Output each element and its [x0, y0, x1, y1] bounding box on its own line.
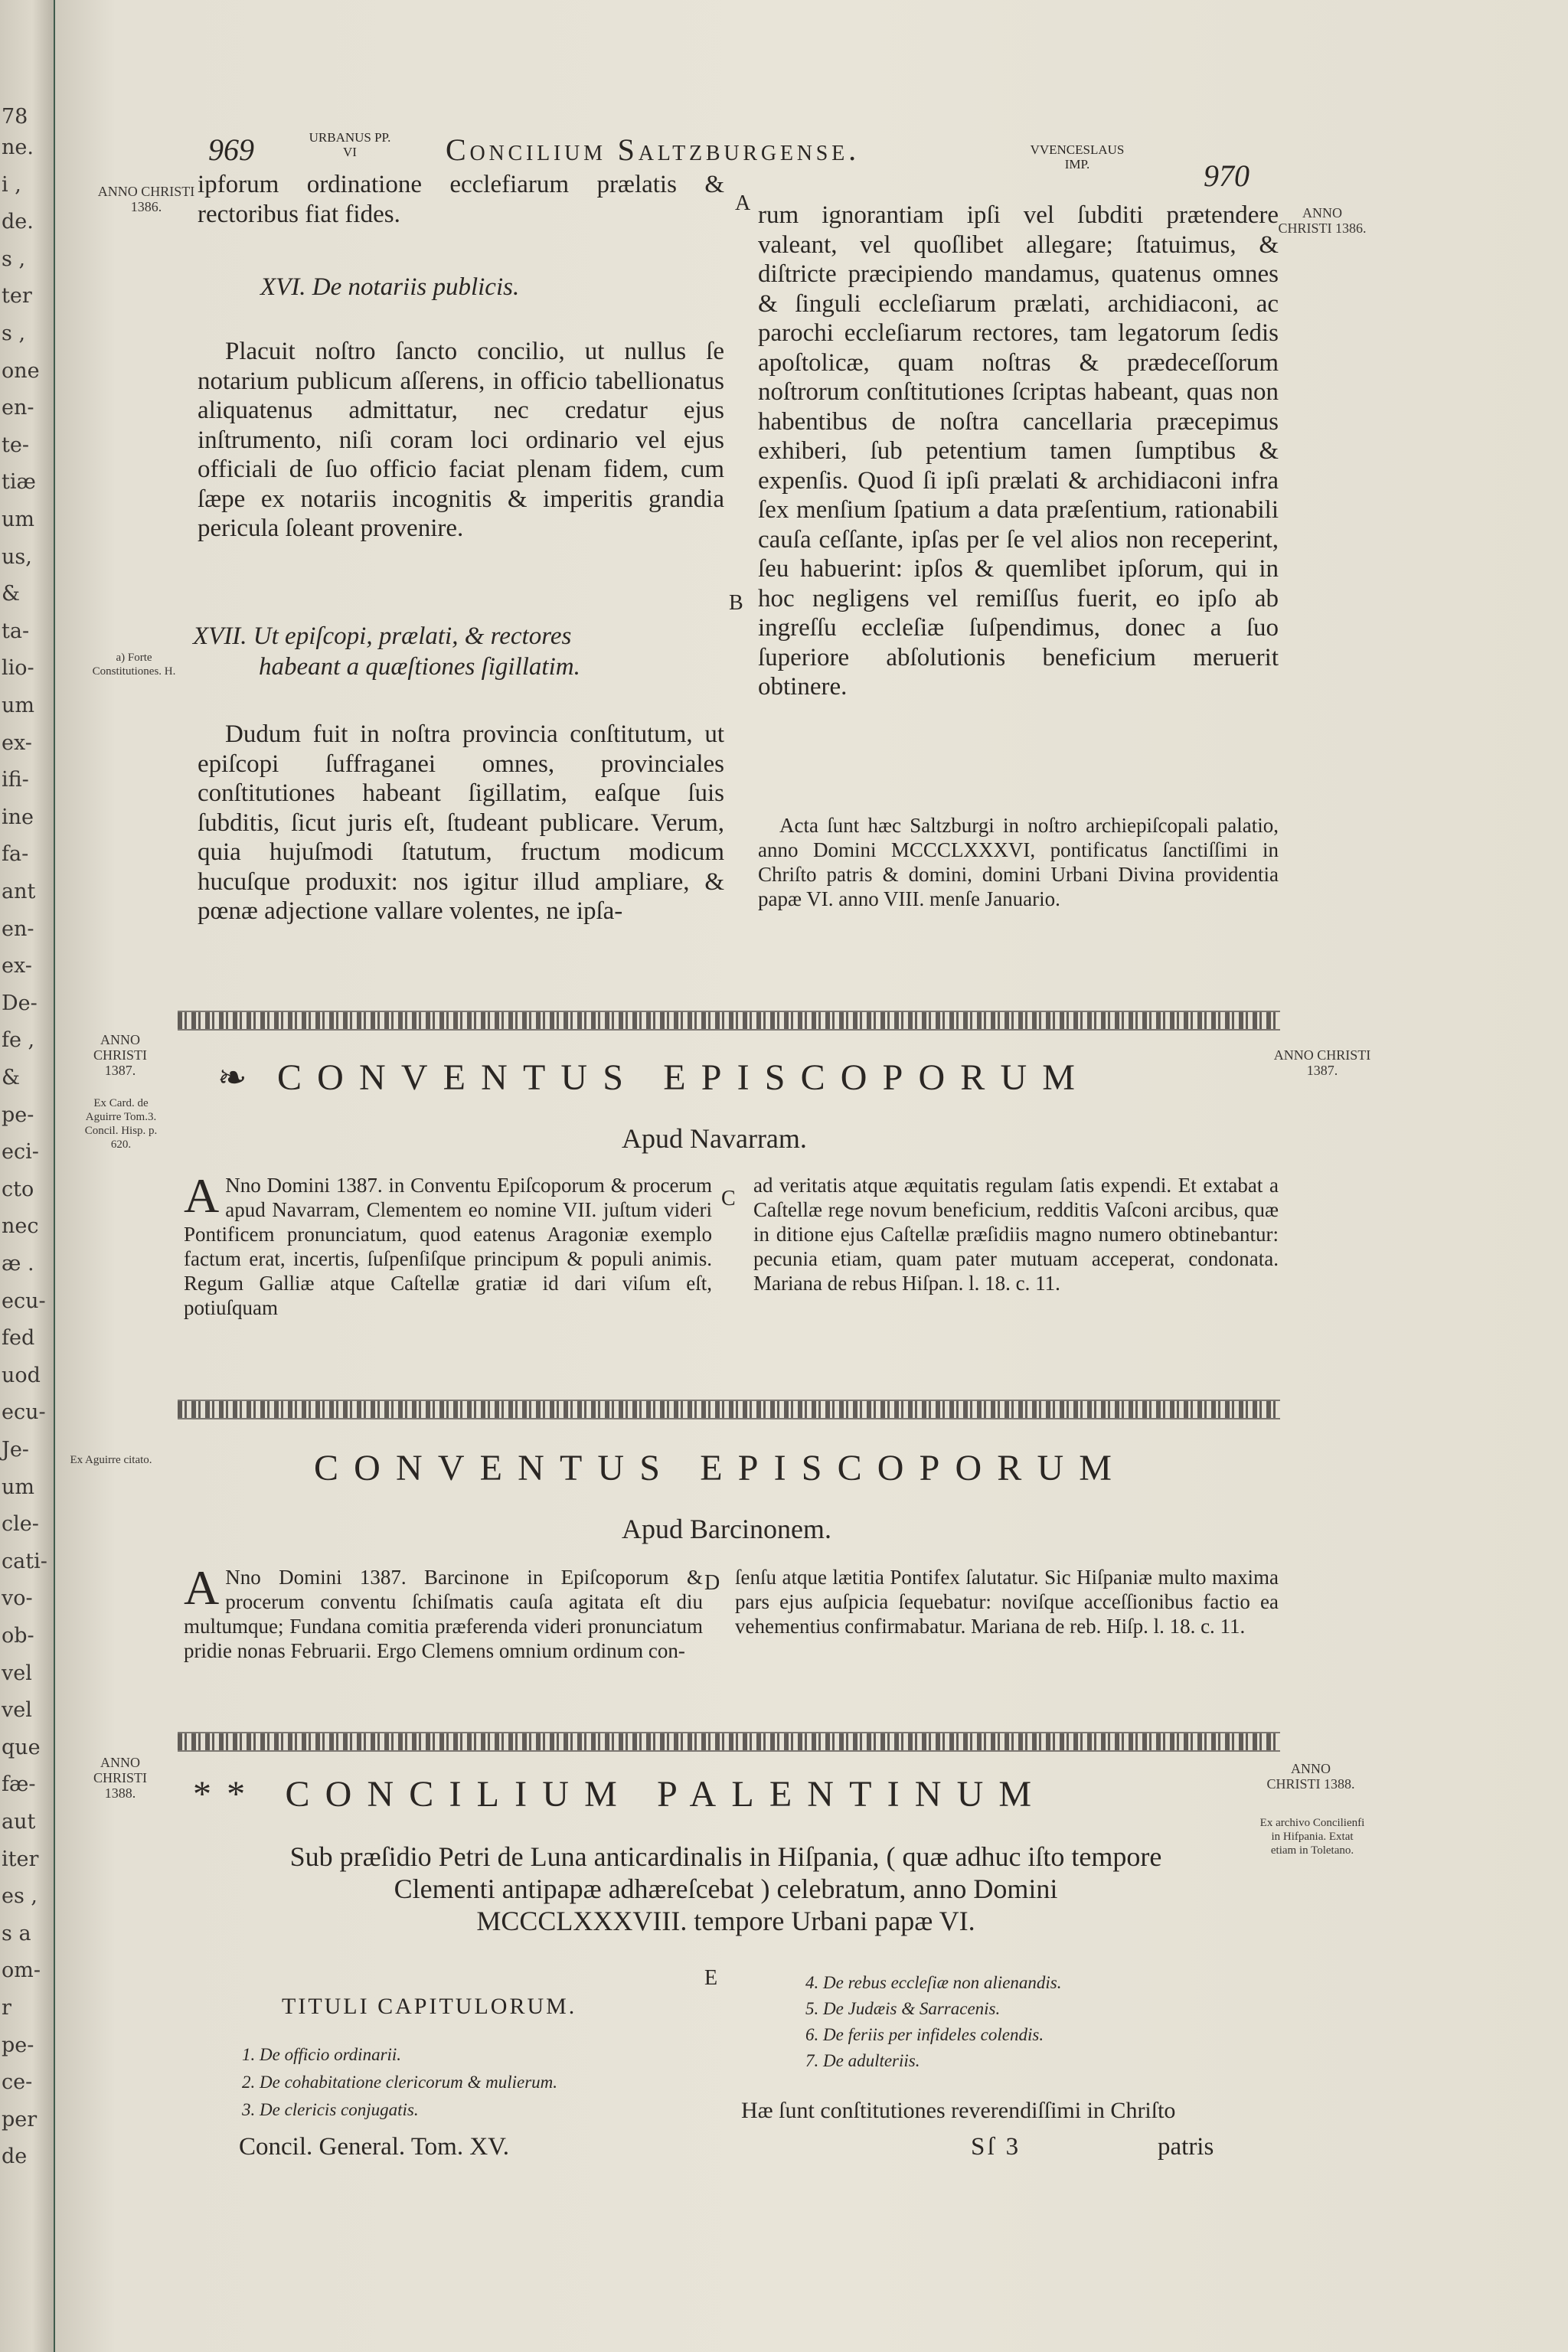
- margin-anno-1386-left: ANNO CHRISTI 1386.: [97, 184, 195, 214]
- left-page-fragment: ce-: [2, 2070, 33, 2095]
- left-page-fragment: tiæ: [2, 470, 36, 495]
- section-subtitle-navarram: Apud Navarram.: [622, 1123, 807, 1154]
- left-page-fragment: per: [2, 2107, 38, 2132]
- adjacent-page-strip: [0, 0, 54, 2352]
- left-page-fragment: vel: [2, 1661, 32, 1685]
- left-page-fragment: s a: [2, 1921, 31, 1945]
- left-page-fragment: s ,: [2, 322, 26, 345]
- left-page-fragment: um: [2, 508, 34, 531]
- tituli-item: 5. De Judæis & Sarracenis.: [805, 1999, 1001, 2018]
- margin-anno-1388-right: ANNO CHRISTI 1388.: [1266, 1761, 1355, 1792]
- margin-anno-1387-right: ANNO CHRISTI 1387.: [1273, 1047, 1371, 1078]
- page-number-right: 970: [1204, 158, 1250, 193]
- left-page-fragment: cle-: [2, 1512, 39, 1537]
- left-page-fragment: fæ-: [2, 1772, 36, 1797]
- barcinonem-left: A Nno Domini 1387. Barcinone in Epiſcoporum & procerum conventu ſchiſmatis cauſa agitata eſt diu multumque; Fundana comitia præferenda videri pronunciatum pridie nonas Februarii. Ergo Clemens omnium ordinum con-: [184, 1560, 703, 1662]
- left-page-fragment: fa-: [2, 842, 29, 867]
- fleuron-icon: ❧: [217, 1057, 247, 1098]
- margin-source-aguirre-citato: Ex Aguirre citato.: [70, 1454, 152, 1466]
- left-page-fragment: ifi-: [2, 768, 29, 792]
- barcinonem-right: ſenſu atque lætitia Pontifex ſalutatur. Sic Hiſpaniæ multo maxima pars ejus auſpicia ſequebatur: noviſque acceſſionibus factio ea vehementius confirmabatur. Mariana de reb. Hiſp. l. 18. c. 11.: [735, 1566, 1279, 1638]
- footer-title: Concil. General. Tom. XV.: [239, 2133, 510, 2161]
- left-page-fragment: cto: [2, 1177, 34, 1201]
- section-subtitle-barcinonem: Apud Barcinonem.: [622, 1514, 831, 1544]
- left-page-fragment: nec: [2, 1214, 39, 1239]
- ornamental-rule-2: [178, 1400, 1280, 1419]
- left-page-fragment: ex-: [2, 954, 32, 978]
- left-page-fragment: one: [2, 358, 40, 383]
- left-page-fragment: iter: [2, 1847, 39, 1871]
- marker-B: B: [729, 591, 743, 615]
- margin-anno-1387-left: ANNO CHRISTI 1387.: [93, 1032, 147, 1078]
- left-page-fragment: pe-: [2, 1102, 34, 1127]
- left-page-fragment: ex-: [2, 730, 32, 755]
- margin-note-a: a) Forte Constitutiones. H.: [92, 652, 176, 678]
- left-page-fragment: De-: [2, 991, 38, 1015]
- tituli-item: 7. De adulteriis.: [805, 2051, 920, 2070]
- margin-source-aguirre: Ex Card. de Aguirre Tom.3. Concil. Hisp. p. 620.: [84, 1097, 158, 1151]
- left-column-lead: ipforum ordinatione ecclefiarum prælatis & rectoribus fiat fides.: [198, 171, 724, 228]
- book-page: [55, 0, 1568, 2352]
- dropcap-A: A: [184, 1168, 220, 1223]
- heading-xvii-line1: XVII. Ut epiſcopi, prælati, & rectores: [193, 622, 572, 650]
- left-page-fragment: &: [2, 582, 21, 606]
- left-page-fragment: vo-: [2, 1586, 33, 1611]
- left-page-fragment: Je-: [2, 1438, 29, 1462]
- section-title-barcinonem: CONVENTUS EPISCOPORUM: [314, 1448, 1128, 1488]
- paragraph-xvii: Dudum fuit in noſtra provincia conſtitutum, ut epiſcopi ſuffraganei omnes, provinciales conſtitutiones habeant ſigillatim, eaſque ſuis ſubditis, ſicut juris eſt, ſtudeant publicare. Verum, quia hujuſmodi ſtatutum, fructum modicum hucuſque produxit: nos igitur illud ampliare, & pœnæ adjectione vallare volentes, ne ipſa-: [198, 720, 724, 925]
- left-page-fragment: eci-: [2, 1140, 39, 1165]
- left-page-fragment: cati-: [2, 1549, 47, 1573]
- marker-D: D: [704, 1571, 720, 1595]
- marker-E: E: [704, 1966, 718, 1990]
- heading-xvi: XVI. De notariis publicis.: [260, 273, 520, 301]
- left-page-fragment: &: [2, 1066, 21, 1089]
- title-stars: **: [193, 1774, 286, 1815]
- tituli-list-left: [242, 2044, 701, 2121]
- left-page-fragment: te-: [2, 433, 29, 457]
- left-page-fragment: om-: [2, 1958, 41, 1983]
- margin-anno-1388-left: ANNO CHRISTI 1388.: [93, 1755, 147, 1801]
- page-number-left: 969: [208, 132, 254, 167]
- description-line-3: MCCCLXXXVIII. tempore Urbani papæ VI.: [476, 1906, 975, 1936]
- left-page-fragment: 78: [2, 105, 28, 129]
- section-title-navarram: CONVENTUS EPISCOPORUM: [277, 1057, 1091, 1098]
- navarram-left: A Nno Domini 1387. in Conventu Epiſcoporum & procerum apud Navarram, Clementem eo nomine VII. juſtum videri Pontificem pronunciatum, quod eatenus Aragoniæ exemplo factum erat, incertis, ſuſpenſiſque principum & populi animis. Regum Galliæ atque Caſtellæ gratiæ id dari viſum eſt, potiuſquam: [184, 1168, 712, 1319]
- margin-source-archivo: Ex archivo Concilienfi in Hifpania. Extat etiam in Toletano.: [1259, 1817, 1365, 1857]
- left-page-fragment: ecu-: [2, 1400, 46, 1425]
- footer-signature: Sſ 3: [971, 2133, 1021, 2161]
- left-page-fragment: ob-: [2, 1624, 34, 1648]
- left-page-fragment: es ,: [2, 1884, 38, 1909]
- left-page-fragment: um: [2, 1475, 34, 1499]
- right-column-text: rum ignorantiam ipſi vel ſubditi prætendere valeant, vel quoſlibet allegare; ſtatuimus, & diſtricte præcipiendo mandamus, quatenus omnes & ſinguli eccleſiarum prælati, archidiaconi, ac parochi eccleſiarum rectores, tam legatorum ſedis apoſtolicæ, quam noſtras & prædeceſſorum noſtrorum conſtitutiones ſcriptas habeant, quas non habentibus de noſtra cancellaria præcepimus exhiberi, ſub petentium tamen ſumptibus & expenſis. Quod ſi ipſi prælati & archidiaconi infra ſex menſium ſpatium a data præſentium, rationabili cauſa ceſſante, ipſas per ſe vel alios non receperint, ſeu habuerint: ipſos & quemlibet ipſorum, qui in hoc negligens vel remiſſus fuerit, eo ipſo ab ingreſſu eccleſiæ ſuſpendimus, donec a ſuo ſuperiore abſolutionis beneficium meruerit obtinere.: [758, 201, 1279, 701]
- left-page-fragment: us,: [2, 544, 32, 569]
- left-page-fragment: vel: [2, 1698, 32, 1723]
- left-page-fragment: que: [2, 1735, 41, 1759]
- left-page-fragment: r: [2, 1996, 11, 2020]
- closing-line: Hæ ſunt conſtitutiones reverendiſſimi in Chriſto: [741, 2098, 1176, 2123]
- marker-A: A: [735, 191, 751, 215]
- tituli-heading: TITULI CAPITULORUM.: [282, 1994, 577, 2019]
- ornamental-rule-1: [178, 1011, 1280, 1031]
- tituli-list-right: [805, 1972, 1280, 2072]
- left-page-fragment: ta-: [2, 619, 30, 643]
- left-page-fragment: ine: [2, 805, 34, 829]
- left-page-fragment: aut: [2, 1810, 36, 1834]
- tituli-item: 4. De rebus eccleſiæ non alienandis.: [805, 1973, 1062, 1992]
- left-page-fragment: en-: [2, 916, 34, 941]
- tituli-item: 2. De cohabitatione clericorum & mulierum.: [242, 2073, 558, 2092]
- paragraph-xvi: Placuit noſtro ſancto concilio, ut nullus ſe notarium publicum aſſerens, in officio tabellionatus aliquatenus admittatur, nec credatur ejus inſtrumento, niſi coram loci ordinario vel ejus officiali de ſuo officio faciat plenam fidem, cum ſæpe ex notariis incognitis & imperitis grandia pericula ſoleant provenire.: [198, 338, 724, 542]
- left-page-fragment: fe ,: [2, 1028, 35, 1053]
- marker-C: C: [721, 1187, 736, 1210]
- left-page-fragment: i ,: [2, 172, 21, 197]
- description-line-2: Clementi antipapæ adhæreſcebat ) celebratum, anno Domini: [394, 1873, 1058, 1904]
- left-page-fragment: en-: [2, 396, 34, 420]
- left-page-fragment: lio-: [2, 656, 34, 681]
- header-label-right: VVENCESLAUS IMP.: [1030, 142, 1125, 172]
- left-page-fragment: ecu-: [2, 1289, 46, 1313]
- left-page-fragment: ant: [2, 880, 36, 903]
- ornamental-rule-3: [178, 1732, 1280, 1752]
- tituli-item: 1. De officio ordinarii.: [242, 2045, 402, 2064]
- acta-subscription: Acta ſunt hæc Saltzburgi in noſtro archiepiſcopali palatio, anno Domini MCCCLXXXVI, pontificatus ſanctiſſimi in Chriſto patris & domini, domini Urbani Divina providentia papæ VI. anno VIII. menſe Januario.: [758, 814, 1279, 910]
- palentinum-description: [205, 1841, 1246, 1937]
- left-page-fragment: ne.: [2, 136, 34, 159]
- title-text: CONCILIUM PALENTINUM: [285, 1774, 1047, 1815]
- left-page-fragment: s ,: [2, 247, 26, 271]
- dropcap-A-2: A: [184, 1560, 220, 1615]
- section-title-palentinum: [193, 1773, 1047, 1815]
- header-label-left: URBANUS PP. VI: [309, 130, 391, 159]
- left-page-fragment: æ .: [2, 1252, 34, 1276]
- left-page-fragment: pe-: [2, 2033, 34, 2057]
- footer-catchword: patris: [1158, 2133, 1214, 2161]
- navarram-right: ad veritatis atque æquitatis regulam ſatis expendi. Et extabat a Caſtellæ rege novum beneficium, redditis Vaſconi arcibus, quæ in ditione ejus Caſtellæ præſidiis magno numero obtinebantur: pecunia etiam, quam pater mutuam acceperat, condonata. Mariana de rebus Hiſpan. l. 18. c. 11.: [753, 1174, 1279, 1295]
- left-page-fragment: de: [2, 2145, 28, 2169]
- tituli-item: 3. De clericis conjugatis.: [242, 2100, 419, 2119]
- tituli-item: 6. De feriis per infideles colendis.: [805, 2025, 1044, 2044]
- left-page-fragment: uod: [2, 1363, 41, 1387]
- margin-anno-1386-right: ANNO CHRISTI 1386.: [1278, 205, 1367, 236]
- left-page-fragment: de.: [2, 210, 34, 234]
- left-page-fragment: fed: [2, 1326, 35, 1351]
- description-line-1: Sub præſidio Petri de Luna anticardinalis in Hiſpania, ( quæ adhuc iſto tempore: [289, 1841, 1162, 1872]
- heading-xvii-line2: habeant a quæſtiones ſigillatim.: [259, 653, 580, 681]
- running-title: Concilium Saltzburgense.: [446, 132, 860, 167]
- left-page-fragment: um: [2, 694, 34, 717]
- left-page-fragment: ter: [2, 284, 32, 309]
